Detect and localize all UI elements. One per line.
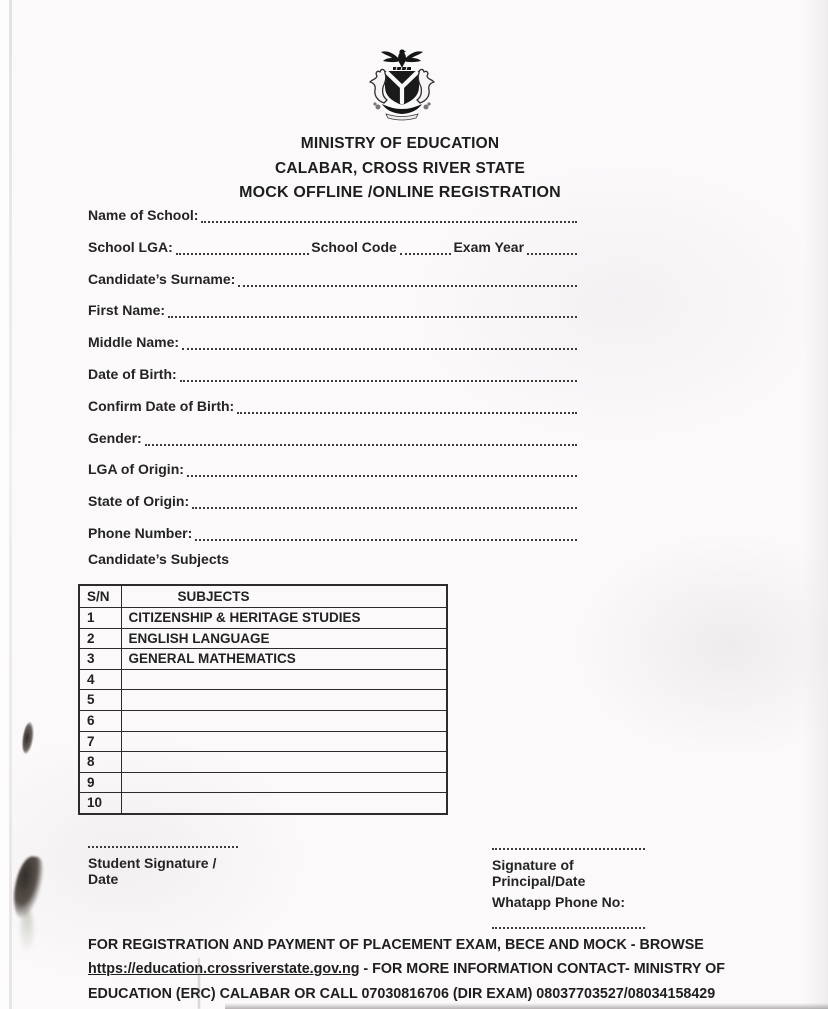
footer-line3: EDUCATION (ERC) CALABAR OR CALL 07030816706 (DIR EXAM) 08037703527/08034158429 xyxy=(88,985,716,1002)
table-row xyxy=(79,772,447,793)
gender-label: Gender: xyxy=(88,429,142,446)
state-title: CALABAR, CROSS RIVER STATE xyxy=(274,160,526,177)
subject-cell xyxy=(121,669,447,690)
sn-cell: 2 xyxy=(79,628,121,649)
nigeria-coat-of-arms-logo xyxy=(354,47,450,123)
footer-instructions xyxy=(88,933,736,1006)
principal-signature-label: Signature of Principal/Date xyxy=(492,857,586,889)
student-signature-line xyxy=(88,840,238,848)
sn-cell: 3 xyxy=(79,649,121,670)
phone-number-label: Phone Number: xyxy=(88,524,193,541)
field-row-name-of-school xyxy=(88,206,577,238)
footer-line2: - FOR MORE INFORMATION CONTACT- MINISTRY OF xyxy=(359,961,726,978)
subjects-table-header xyxy=(79,585,447,608)
paper-fold-line xyxy=(198,958,200,1009)
lga-of-origin-label: LGA of Origin: xyxy=(88,461,184,478)
sn-cell: 6 xyxy=(79,710,121,731)
exam-year-line xyxy=(527,238,577,255)
school-code-label: School Code xyxy=(311,238,397,255)
subject-cell: ENGLISH LANGUAGE xyxy=(121,628,447,649)
subject-cell: GENERAL MATHEMATICS xyxy=(121,649,447,670)
col-header-sn: S/N xyxy=(79,585,121,608)
col-header-subjects: SUBJECTS xyxy=(121,585,447,608)
whatsapp-phone-label: Whatapp Phone No: xyxy=(492,894,625,910)
footer-line1: FOR REGISTRATION AND PAYMENT OF PLACEMENT EXAM, BECE AND MOCK - BROWSE xyxy=(88,937,704,953)
sn-cell: 5 xyxy=(79,690,121,711)
sn-cell: 4 xyxy=(79,669,121,690)
field-row-first-name xyxy=(88,301,577,333)
subject-cell xyxy=(121,752,447,773)
table-row xyxy=(79,628,447,649)
subject-cell: CITIZENSHIP & HERITAGE STUDIES xyxy=(121,608,447,629)
date-of-birth-line xyxy=(180,365,577,382)
confirm-dob-label: Confirm Date of Birth: xyxy=(88,397,235,414)
form-title: MOCK OFFLINE /ONLINE REGISTRATION xyxy=(239,184,561,201)
ministry-title: MINISTRY OF EDUCATION xyxy=(300,135,500,152)
surname-line xyxy=(238,270,577,287)
phone-number-line xyxy=(195,524,577,541)
table-row xyxy=(79,752,447,773)
sn-cell: 10 xyxy=(79,793,121,814)
sn-cell: 7 xyxy=(79,731,121,752)
sn-cell: 9 xyxy=(79,772,121,793)
exam-year-label: Exam Year xyxy=(453,238,525,255)
date-of-birth-label: Date of Birth: xyxy=(88,365,177,382)
first-name-line xyxy=(168,301,577,318)
table-row xyxy=(79,608,447,629)
coat-of-arms-icon xyxy=(354,47,450,123)
table-row xyxy=(79,649,447,670)
principal-signature-block xyxy=(492,842,662,929)
bottom-edge-shadow xyxy=(225,1003,828,1009)
gender-line xyxy=(145,429,577,446)
form-fields xyxy=(88,206,577,556)
field-row-confirm-dob xyxy=(88,397,577,429)
whatsapp-phone-line xyxy=(492,921,645,929)
subject-cell xyxy=(121,710,447,731)
school-code-line xyxy=(400,238,452,255)
subject-cell xyxy=(121,772,447,793)
first-name-label: First Name: xyxy=(88,302,166,319)
sn-cell: 1 xyxy=(79,608,121,629)
candidates-subjects-heading: Candidate’s Subjects xyxy=(88,551,230,567)
confirm-dob-line xyxy=(237,397,577,414)
table-row xyxy=(79,710,447,731)
subject-cell xyxy=(121,731,447,752)
field-row-school-lga xyxy=(88,238,577,270)
scan-smudge-small xyxy=(21,721,35,754)
table-row xyxy=(79,731,447,752)
lga-of-origin-line xyxy=(187,460,577,477)
middle-name-line xyxy=(182,333,577,350)
state-of-origin-label: State of Origin: xyxy=(88,493,190,510)
table-row xyxy=(79,669,447,690)
name-of-school-label: Name of School: xyxy=(88,207,199,223)
principal-signature-line xyxy=(492,842,645,850)
table-row xyxy=(79,793,447,814)
field-row-state-of-origin xyxy=(88,492,577,524)
scan-smudge-tail xyxy=(21,908,33,954)
field-row-surname xyxy=(88,270,577,302)
sn-cell: 8 xyxy=(79,752,121,773)
middle-name-label: Middle Name: xyxy=(88,334,180,351)
surname-label: Candidate’s Surname: xyxy=(88,270,236,287)
field-row-gender xyxy=(88,429,577,461)
field-row-lga-of-origin xyxy=(88,460,577,492)
field-row-date-of-birth xyxy=(88,365,577,397)
field-row-middle-name xyxy=(88,333,577,365)
table-row xyxy=(79,690,447,711)
subjects-table xyxy=(78,584,448,815)
state-of-origin-line xyxy=(192,492,577,509)
registration-url-link: https://education.crossriverstate.gov.ng xyxy=(88,961,360,978)
student-signature-block xyxy=(88,840,248,887)
name-of-school-line xyxy=(201,206,577,223)
school-lga-label: School LGA: xyxy=(88,238,173,255)
subject-cell xyxy=(121,793,447,814)
student-signature-label: Student Signature / Date xyxy=(88,855,217,887)
subject-cell xyxy=(121,690,447,711)
school-lga-line xyxy=(176,238,309,255)
